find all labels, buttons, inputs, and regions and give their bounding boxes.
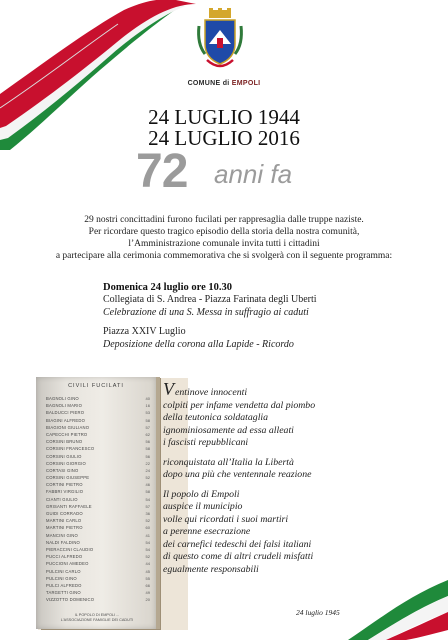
drop-cap: V: [163, 379, 174, 399]
plaque-victim-name: CORSINI GIORGIO: [46, 460, 86, 466]
plaque-row: [46, 395, 150, 402]
stanza-2: [163, 457, 363, 482]
plaque-victim-age: 44: [145, 561, 150, 567]
poem-line: dopo una più che ventennale reazione: [163, 469, 312, 480]
plaque-victim-age: 54: [145, 546, 150, 552]
plaque-victim-name: MANCINI GINO: [46, 532, 78, 538]
plaque-victim-age: 41: [145, 532, 150, 538]
plaque-row: [46, 424, 150, 431]
poem-line: a perenne esecrazione: [163, 526, 251, 537]
plaque-victim-name: CORTINI PIETRO: [46, 482, 83, 488]
plaque-victim-age: 58: [145, 446, 150, 452]
plaque-victim-name: CORTASI GINO: [46, 467, 79, 473]
plaque-row: [46, 417, 150, 424]
intro-line-3: l’Amministrazione comunale invita tutti i cittadini: [128, 239, 320, 249]
plaque-victim-age: 22: [145, 460, 150, 466]
plaque-row: [46, 431, 150, 438]
plaque-victim-age: 62: [145, 431, 150, 437]
stanza-3: [163, 489, 363, 577]
plaque-footer: [42, 613, 152, 623]
plaque-victim-age: 57: [145, 503, 150, 509]
plaque-victim-name: BIAGIONI GIULIANO: [46, 424, 90, 430]
poem-line: auspice il municipio: [163, 501, 243, 512]
plaque-victim-age: 58: [145, 489, 150, 495]
plaque-row: [46, 568, 150, 575]
intro-line-1: 29 nostri concittadini furono fucilati per rappresaglia dalle truppe naziste.: [84, 215, 364, 225]
intro-line-4: a partecipare alla cerimonia commemorativa che si svolgerà con il seguente programma:: [55, 251, 393, 261]
plaque-row: [46, 517, 150, 524]
plaque-victim-name: PULCINI CARLO: [46, 568, 81, 574]
caption-prefix: COMUNE di: [187, 80, 230, 87]
plaque-row: [46, 524, 150, 531]
plaque-row: [46, 402, 150, 409]
plaque-victim-age: 36: [145, 511, 150, 516]
years-suffix: anni fa: [214, 159, 293, 189]
poem-line: della teutonica soldataglia: [163, 412, 269, 423]
plaque-victim-name: CORSINI GIULIO: [46, 453, 82, 459]
plaque-victim-name: PIERACCINI CLAUDIO: [46, 546, 94, 552]
plaque-victim-name: PUCCIONI AMEDEO: [46, 561, 89, 567]
plaque-victim-name: PUCCI ALFREDO: [46, 554, 83, 560]
intro-line-2: Per ricordare questo tragico episodio della storia della nostra comunità,: [88, 227, 360, 237]
plaque-victim-name: MARTINI PIETRO: [46, 525, 83, 531]
plaque-name-list: [46, 395, 150, 603]
program-event-2: Deposizione della corona alla Lapide - Ricordo: [103, 338, 294, 350]
plaque-victim-name: FABBRI VIRGILIO: [46, 489, 84, 495]
poem-line: egualmente responsabili: [163, 563, 259, 575]
plaque-victim-age: 52: [145, 554, 150, 560]
plaque-victim-age: 52: [145, 518, 150, 524]
poem-line-text: entinove innocenti: [175, 387, 248, 398]
plaque-row: [46, 539, 150, 546]
poem-line: volle qui ricordati i suoi martiri: [163, 513, 289, 525]
caption-name: EMPOLI: [231, 80, 261, 87]
plaque-victim-name: CORSINI GIUSEPPE: [46, 475, 90, 481]
plaque-victim-age: 58: [145, 417, 150, 423]
plaque-title: CIVILI FUCILATI: [68, 383, 124, 389]
plaque-footer-line-2: L'ASSOCIAZIONE FAMIGLIE DEI CADUTI: [60, 618, 134, 622]
plaque-row: [46, 532, 150, 539]
plaque-row: [46, 589, 150, 596]
headline-date-2016: 24 LUGLIO 2016: [148, 126, 300, 150]
plaque-victim-age: 53: [145, 410, 150, 416]
poem-line: ignominiosamente ad essa alleati: [163, 424, 294, 436]
plaque-victim-name: GRISANTI RAFFAELE: [46, 503, 92, 509]
headline-date-1944: 24 LUGLIO 1944: [148, 105, 300, 129]
program-date-time: Domenica 24 luglio ore 10.30: [103, 282, 233, 293]
plaque-victim-age: 52: [145, 475, 150, 481]
plaque-row: [46, 453, 150, 460]
plaque-victim-name: NALDI FALDINO: [46, 539, 81, 545]
plaque-row: [46, 582, 150, 589]
plaque-victim-age: 57: [145, 424, 150, 430]
plaque-victim-age: 45: [145, 568, 150, 574]
plaque-victim-age: 66: [145, 582, 150, 588]
plaque-row: [46, 445, 150, 452]
plaque-row: [46, 510, 150, 517]
plaque-victim-age: 20: [145, 597, 150, 603]
poem-line: dei carnefici tedeschi dei falsi italiani: [163, 538, 312, 550]
poem-line: i fascisti repubblicani: [163, 437, 249, 448]
plaque-row: [46, 474, 150, 481]
plaque-footer-line-1: IL POPOLO DI EMPOLI ...: [74, 613, 120, 617]
coat-of-arms-icon: [195, 8, 245, 74]
plaque-row: [46, 503, 150, 510]
inscription-text: [163, 379, 363, 583]
plaque-row: [46, 546, 150, 553]
plaque-victim-name: CAPECCHI PIETRO: [46, 431, 88, 437]
plaque-row: [46, 438, 150, 445]
plaque-row: [46, 409, 150, 416]
poem-line: Il popolo di Empoli: [163, 488, 240, 500]
program-block-2: [103, 326, 423, 351]
plaque-victim-name: TARGETTI GINO: [46, 590, 81, 596]
plaque-row: [46, 460, 150, 467]
plaque-victim-age: 40: [145, 396, 150, 401]
plaque-victim-name: PULCI ALFREDO: [46, 582, 82, 588]
intro-paragraph: [0, 214, 448, 262]
plaque-victim-age: 54: [145, 496, 150, 502]
plaque-row: [46, 496, 150, 503]
memorial-plaque-image: [36, 377, 156, 629]
plaque-victim-age: 56: [145, 439, 150, 445]
inscription-date: 24 luglio 1945: [296, 608, 340, 617]
program-block-1: [103, 281, 423, 319]
plaque-victim-age: 49: [145, 590, 150, 596]
years-number: 72: [136, 145, 188, 198]
plaque-victim-name: BAGNOLI GINO: [46, 396, 79, 401]
plaque-victim-name: PULCINI GINO: [46, 575, 77, 581]
plaque-victim-name: BIAGINI ALFREDO: [46, 417, 86, 423]
program-event-1: Celebrazione di una S. Messa in suffragio ai caduti: [103, 306, 309, 318]
plaque-victim-name: VIZZOTTO DOMENICO: [46, 597, 95, 603]
plaque-row: [46, 575, 150, 582]
plaque-row: [46, 467, 150, 474]
plaque-victim-age: 56: [145, 453, 150, 459]
plaque-victim-name: BALDUCCI PIERO: [46, 410, 85, 416]
stanza-1: [163, 379, 363, 450]
plaque-row: [46, 488, 150, 495]
plaque-victim-name: CORSINI BRUNO: [46, 439, 83, 445]
program-place-1: Collegiata di S. Andrea - Piazza Farinata degli Uberti: [103, 294, 317, 305]
plaque-victim-age: 46: [145, 482, 150, 488]
poem-line: colpiti per infame vendetta dal piombo: [163, 399, 316, 411]
program-place-2: Piazza XXIV Luglio: [103, 326, 186, 337]
municipality-caption: [0, 80, 448, 87]
poem-line: [163, 379, 363, 400]
plaque-row: [46, 596, 150, 603]
plaque-victim-age: 16: [145, 403, 150, 409]
plaque-victim-age: 24: [145, 467, 150, 473]
plaque-victim-name: CIANTI GIULIO: [46, 496, 78, 502]
plaque-victim-age: 54: [145, 539, 150, 545]
plaque-victim-name: MARTINI CARLO: [46, 518, 82, 524]
plaque-row: [46, 481, 150, 488]
poem-line: di questo come di altri crudeli misfatti: [163, 551, 314, 562]
poem-line: riconquistata all’Italia la Libertà: [163, 456, 294, 468]
plaque-victim-age: 60: [145, 525, 150, 531]
plaque-victim-name: BAGNOLI MARIO: [46, 403, 83, 409]
plaque-row: [46, 560, 150, 567]
plaque-victim-name: GUIDI CORRADO: [46, 511, 83, 516]
plaque-victim-name: CORSINI FRANCESCO: [46, 446, 95, 452]
plaque-row: [46, 553, 150, 560]
plaque-victim-age: 55: [145, 575, 150, 581]
